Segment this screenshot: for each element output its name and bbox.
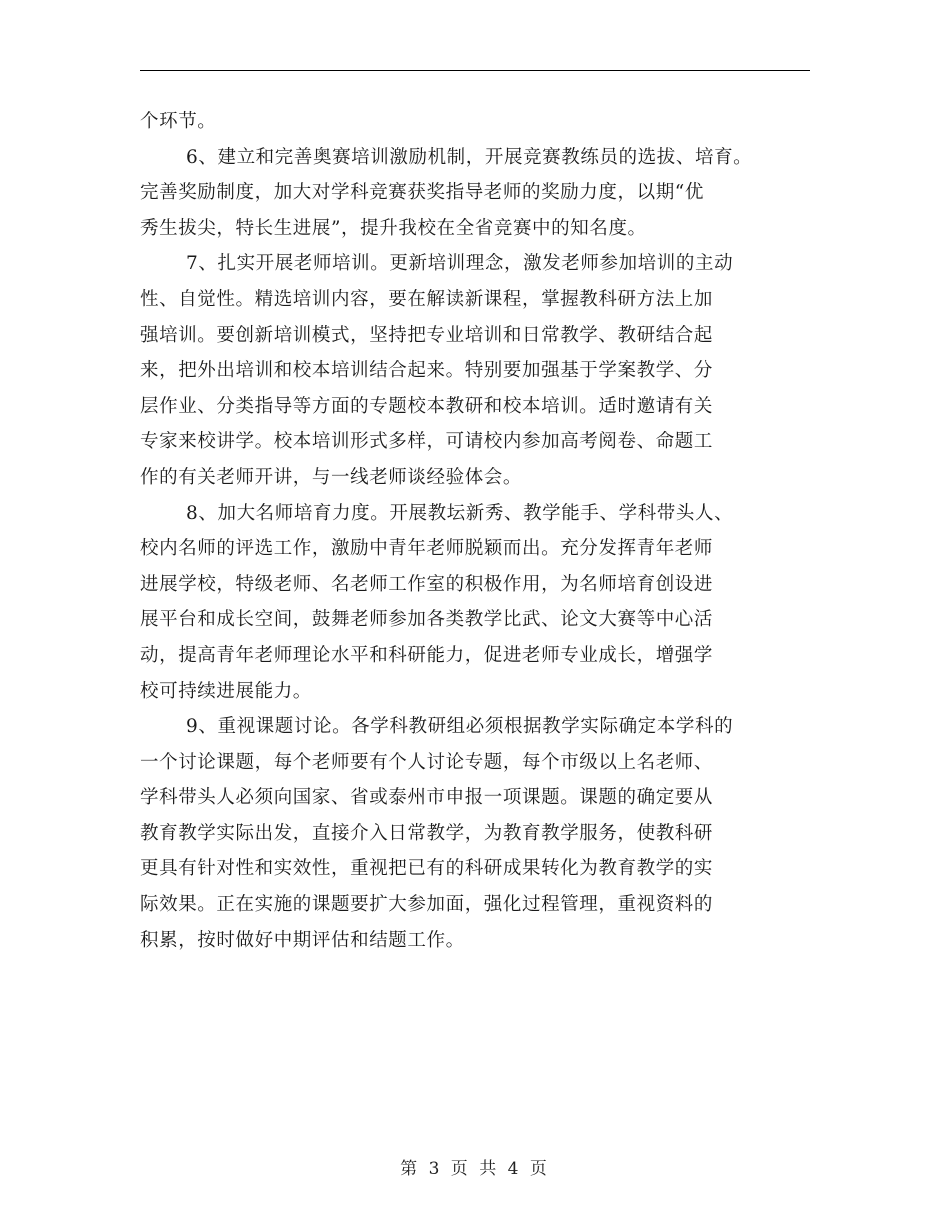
paragraph-continuation (140, 104, 815, 140)
paragraph-7 (140, 246, 815, 495)
text-line: 个环节。 (140, 111, 217, 132)
text-line: 强培训。要创新培训模式，坚持把专业培训和日常教学、教研结合起 (140, 324, 714, 346)
text-line: 更具有针对性和实效性，重视把已有的科研成果转化为教育教学的实 (140, 858, 714, 880)
text-line: 6、建立和完善奥赛培训激励机制，开展竞赛教练员的选拔、培育。 (186, 146, 753, 168)
text-line: 动，提高青年老师理论水平和科研能力，促进老师专业成长，增强学 (140, 644, 714, 666)
paragraph-6 (140, 140, 815, 247)
text-line: 来，把外出培训和校本培训结合起来。特别要加强基于学案教学、分 (140, 360, 714, 382)
text-line: 7、扎实开展老师培训。更新培训理念，激发老师参加培训的主动 (186, 253, 734, 275)
text-line: 进展学校，特级老师、名老师工作室的积极作用，为名师培育创设进 (140, 573, 714, 595)
text-line: 9、重视课题讨论。各学科教研组必须根据教学实际确定本学科的 (186, 716, 734, 738)
text-line: 作的有关老师开讲，与一线老师谈经验体会。 (140, 466, 523, 488)
text-line: 专家来校讲学。校本培训形式多样，可请校内参加高考阅卷、命题工 (140, 431, 714, 453)
text-line: 完善奖励制度，加大对学科竞赛获奖指导老师的奖励力度，以期“优 (140, 182, 704, 204)
text-line: 8、加大名师培育力度。开展教坛新秀、教学能手、学科带头人、 (186, 502, 734, 524)
text-line: 秀生拔尖，特长生进展”，提升我校在全省竞赛中的知名度。 (140, 217, 647, 239)
text-line: 际效果。正在实施的课题要扩大参加面，强化过程管理，重视资料的 (140, 894, 714, 916)
text-line: 教育教学实际出发，直接介入日常教学，为教育教学服务，使教科研 (140, 822, 714, 844)
text-line: 学科带头人必须向国家、省或泰州市申报一项课题。课题的确定要从 (140, 787, 714, 809)
text-line: 校内名师的评选工作，激励中青年老师脱颖而出。充分发挥青年老师 (140, 538, 714, 560)
document-body (140, 104, 815, 958)
text-line: 层作业、分类指导等方面的专题校本教研和校本培训。适时邀请有关 (140, 395, 714, 417)
text-line: 一个讨论课题，每个老师要有个人讨论专题，每个市级以上名老师、 (140, 751, 714, 773)
text-line: 积累，按时做好中期评估和结题工作。 (140, 929, 465, 951)
text-line: 展平台和成长空间，鼓舞老师参加各类教学比武、论文大赛等中心活 (140, 609, 714, 631)
page-number: 第 3 页 共 4 页 (400, 1159, 550, 1179)
text-line: 性、自觉性。精选培训内容，要在解读新课程，掌握教科研方法上加 (140, 288, 714, 310)
text-line: 校可持续进展能力。 (140, 680, 312, 702)
header-rule (140, 70, 810, 71)
paragraph-9 (140, 709, 815, 958)
paragraph-8 (140, 496, 815, 710)
